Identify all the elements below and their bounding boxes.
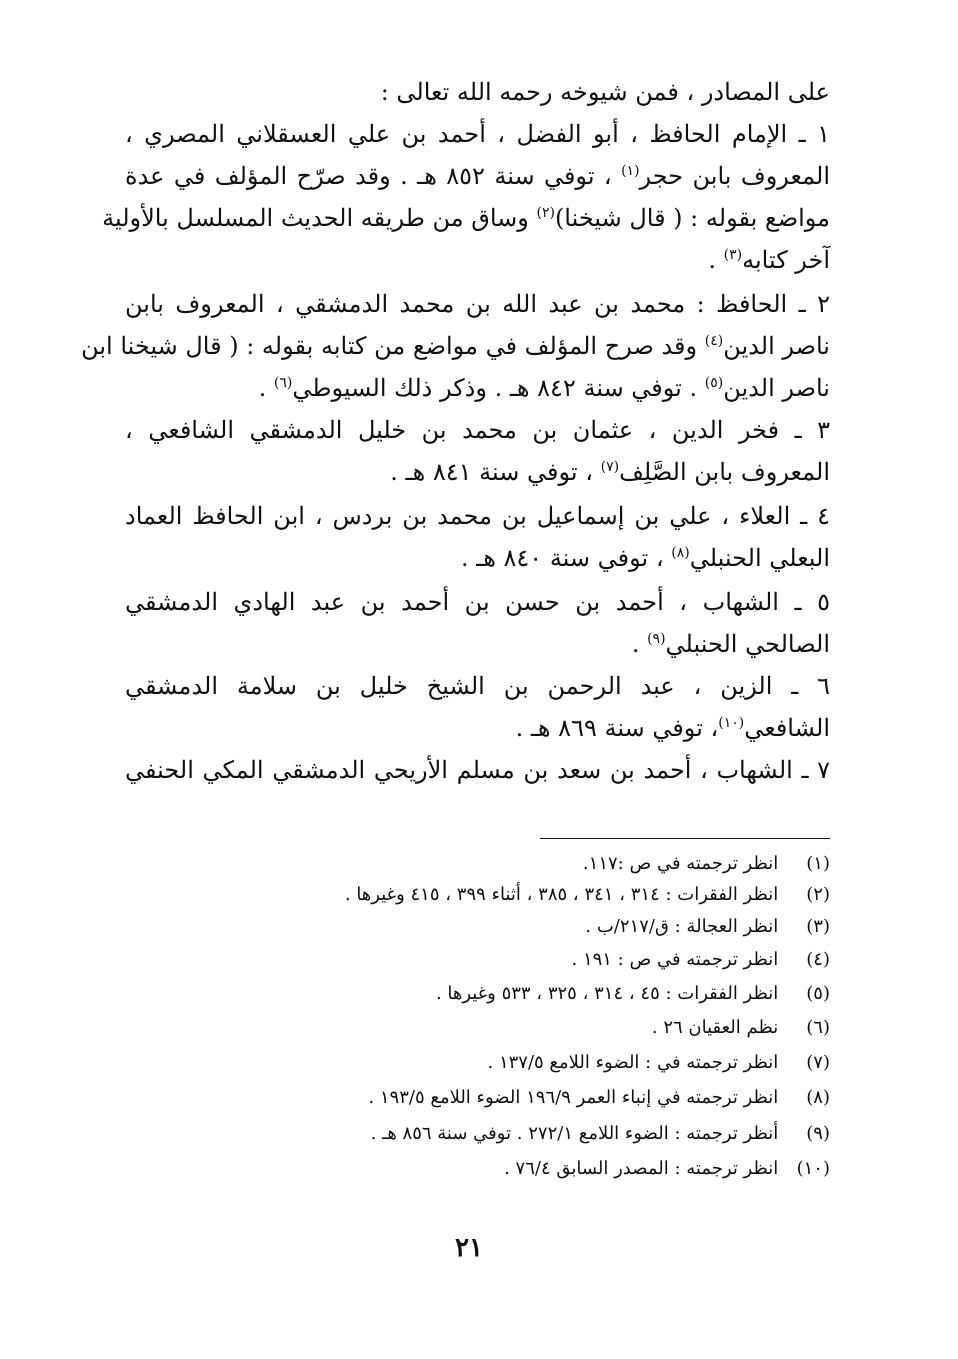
footnote (125, 1014, 830, 1042)
footnote (125, 1120, 830, 1148)
footnote-number: (١٠) (796, 1158, 830, 1179)
footnote-text: انظر العجالة : ق/٢١٧/ب . (585, 916, 779, 937)
footnote-reference: (٨) (671, 545, 690, 561)
footnote-text: انظر ترجمته في إنباء العمر ١٩٦/٩ الضوء اللامع ١٩٣/٥ . (368, 1087, 779, 1108)
footnote-text: نظم العقيان ٢٦ . (651, 1017, 779, 1038)
body-text-segment: مواضع بقوله : ( قال شيخنا) (554, 204, 830, 232)
body-text-segment: . (708, 246, 724, 274)
footnote (125, 1049, 830, 1077)
footnote-number: (٦) (806, 1017, 830, 1038)
body-line (125, 584, 830, 620)
body-text-segment: آخر كتابه (742, 246, 830, 274)
page-number: ٢١ (455, 1233, 483, 1263)
footnote-reference: (٧) (600, 459, 620, 475)
footnote-reference: (٢) (536, 205, 555, 221)
footnote-number: (١) (806, 853, 830, 874)
body-line (125, 116, 830, 152)
body-text-segment: ، توفي سنة ٨٦٩ هـ . (515, 714, 719, 742)
body-line (125, 158, 830, 194)
body-line (125, 74, 830, 110)
body-line (125, 370, 830, 406)
body-line (125, 412, 830, 448)
body-text-segment: ، توفي سنة ٨٤٠ هـ . (460, 544, 672, 572)
body-text-segment: المعروف بابن الصَّلِف (619, 458, 830, 486)
body-text-segment: . توفي سنة ٨٤٢ هـ . وذكر ذلك السيوطي (292, 374, 705, 402)
footnote-number: (٣) (806, 916, 830, 937)
body-line (125, 668, 830, 704)
footnote (125, 980, 830, 1008)
body-text-segment: . (631, 630, 648, 658)
body-text-segment: . (258, 374, 274, 402)
footnote (125, 1084, 830, 1112)
footnote-number: (٢) (806, 884, 830, 905)
body-text-segment: ، توفي سنة ٨٤١ هـ . (390, 458, 601, 486)
footnote-number: (٩) (806, 1123, 830, 1144)
body-line (125, 540, 830, 576)
body-text-segment: ٧ ـ الشهاب ، أحمد بن سعد بن مسلم الأريحي الدمشقي المكي الحنفي (125, 756, 830, 784)
body-line (125, 752, 830, 788)
footnote-reference: (٤) (704, 333, 724, 349)
footnote-text: انظر الفقرات : ٤٥ ، ٣١٤ ، ٣٢٥ ، ٥٣٣ وغيرها . (435, 983, 779, 1004)
body-line (102, 200, 830, 236)
body-text-segment: ٥ ـ الشهاب ، أحمد بن حسن بن أحمد بن عبد الهادي الدمشقي (125, 588, 830, 616)
footnote-number: (٥) (806, 983, 830, 1004)
body-text-segment: ، توفي سنة ٨٥٢ هـ . وقد صرّح المؤلف في عدة (125, 162, 622, 190)
footnote-text: أنظر ترجمته : الضوء اللامع ٢٧٢/١ . توفي سنة ٨٥٦ هـ . (370, 1123, 779, 1144)
body-text-segment: ١ ـ الإمام الحافظ ، أبو الفضل ، أحمد بن علي العسقلاني المصري ، (125, 120, 830, 148)
footnote-text: انظر ترجمته في ص :١١٧. (582, 853, 779, 874)
footnote (125, 913, 830, 941)
footnote-number: (٤) (806, 949, 830, 970)
body-line (125, 454, 830, 490)
body-text-segment: البعلي الحنبلي (689, 544, 830, 572)
body-text-segment: الشافعي (744, 714, 830, 742)
body-text-segment: ٣ ـ فخر الدين ، عثمان بن محمد بن خليل الدمشقي الشافعي ، (125, 416, 830, 444)
footnote-reference: (٣) (723, 247, 743, 263)
body-text-segment: ناصر الدين (723, 374, 830, 402)
body-text-segment: الصالحي الحنبلي (665, 630, 830, 658)
body-line (125, 286, 830, 322)
body-text-segment: ناصر الدين (723, 332, 830, 360)
footnote (125, 850, 830, 878)
body-text-segment: ٢ ـ الحافظ : محمد بن عبد الله بن محمد الدمشقي ، المعروف بابن (125, 290, 830, 318)
footnote-reference: (٦) (273, 375, 293, 391)
footnote-text: انظر ترجمته في ص : ١٩١ . (571, 949, 779, 970)
footnote (125, 1155, 830, 1183)
footnote-number: (٨) (806, 1087, 830, 1108)
body-line (125, 710, 830, 746)
footnote-text: انظر ترجمته في : الضوء اللامع ١٣٧/٥ . (487, 1052, 779, 1073)
body-text-segment: ٦ ـ الزين ، عبد الرحمن بن الشيخ خليل بن سلامة الدمشقي (125, 672, 831, 700)
body-text-segment: وساق من طريقه الحديث المسلسل بالأولية (102, 204, 537, 232)
footnote-reference: (٥) (704, 375, 724, 391)
footnote-text: انظر ترجمته : المصدر السابق ٧٦/٤ . (504, 1158, 779, 1179)
body-line (125, 242, 830, 278)
body-text-segment: ٤ ـ العلاء ، علي بن إسماعيل بن محمد بن بردس ، ابن الحافظ العماد (125, 502, 830, 530)
footnote (125, 881, 830, 909)
footnote-text: انظر الفقرات : ٣١٤ ، ٣٤١ ، ٣٨٥ ، أثناء ٣٩٩ ، ٤١٥ وغيرها . (344, 884, 779, 905)
body-line (81, 328, 830, 364)
footnote-reference: (١٠) (718, 715, 745, 731)
body-text-segment: المعروف بابن حجر (639, 162, 830, 190)
footnote-number: (٧) (806, 1052, 830, 1073)
footnote-reference: (١) (621, 163, 640, 179)
body-text-segment: على المصادر ، فمن شيوخه رحمه الله تعالى : (380, 78, 830, 106)
footnote-reference: (٩) (647, 631, 666, 647)
body-text-segment: وقد صرح المؤلف في مواضع من كتابه بقوله : ( قال شيخنا ابن (81, 332, 705, 360)
body-line (125, 626, 830, 662)
footnote (125, 946, 830, 974)
footnote-separator (540, 838, 830, 839)
body-line (125, 498, 830, 534)
